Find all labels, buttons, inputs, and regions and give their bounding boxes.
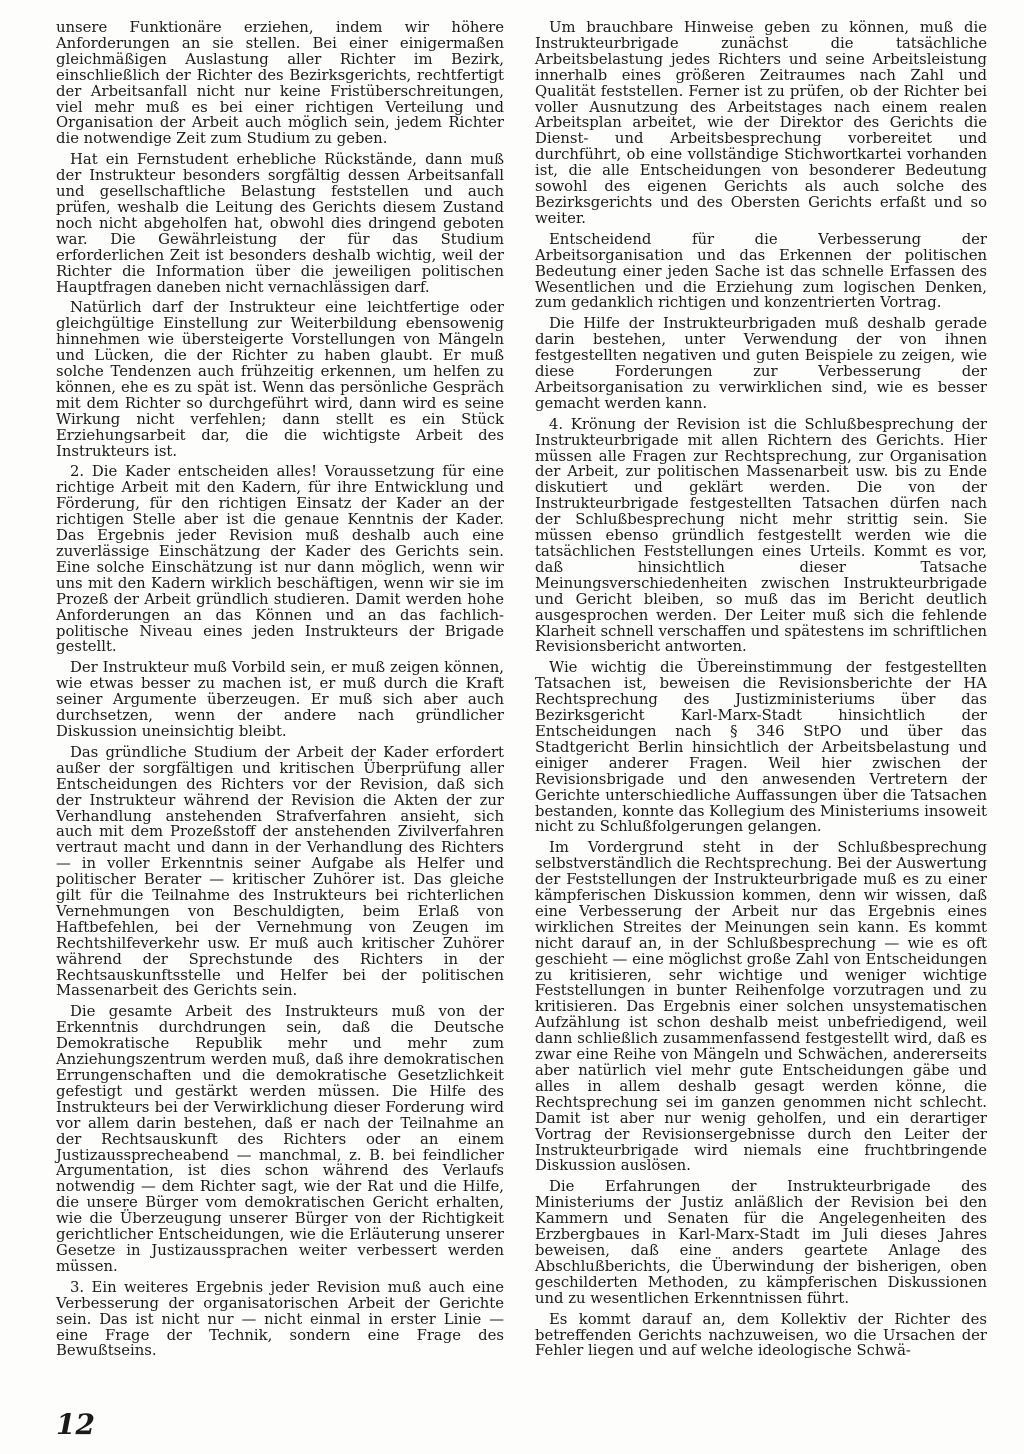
paragraph: Das gründliche Studium der Arbeit der Kader erfordert außer der sorgfältigen und kritischen Überprüfung aller Entscheidungen des Richters vor der Revision, daß sich der Instrukteur während der Revision die Akten der zur Verhandlung anstehenden Strafverfahren ansieht, sich auch mit dem Prozeßstoff der anstehenden Zivilverfahren vertraut macht und dann in der Verhandlung des Richters — in voller Erkenntnis seiner Aufgabe als Helfer und politischer Berater — kritischer Zuhörer ist. Das gleiche gilt für die Teilnahme des Instrukteurs bei richterlichen Vernehmungen von Beschuldigten, beim Erlaß von Haftbefehlen, bei der Vernehmung von Zeugen im Rechtshilfeverkehr usw. Er muß auch kritischer Zuhörer während der Sprechstunde des Richters in der Rechtsauskunftsstelle und Helfer bei der politischen Massenarbeit des Gerichts sein. [56, 743, 504, 1000]
paragraph: Wie wichtig die Übereinstimmung der festgestellten Tatsachen ist, beweisen die Revisionsberichte der HA Rechtsprechung des Justizministeriums über das Bezirksgericht Karl-Marx-Stadt hinsichtlich der Entscheidungen nach § 346 StPO und über das Stadtgericht Berlin hinsichtlich der Arbeitsbelastung und einiger anderer Fragen. Weil hier zwischen der Revisionsbrigade und den anwesenden Vertretern der Gerichte unterschiedliche Auffassungen über die Tatsachen bestanden, konnte das Kollegium des Ministeriums insoweit nicht zu Schlußfolgerungen gelangen. [535, 659, 987, 836]
paragraph: 4. Krönung der Revision ist die Schlußbesprechung der Instrukteurbrigade mit allen Richtern des Gerichts. Hier müssen alle Fragen zur Rechtsprechung, zur Organisation der Arbeit, zur politischen Massenarbeit usw. bis zu Ende diskutiert und geklärt werden. Die von der Instrukteurbrigade festgestellten Tatsachen dürfen nach der Schlußbesprechung nicht mehr strittig sein. Sie müssen ebenso gründlich festgestellt werden wie die tatsächlichen Feststellungen eines Urteils. Kommt es vor, daß hinsichtlich dieser Tatsache Meinungsverschiedenheiten zwischen Instrukteurbrigade und Gericht bleiben, so muß das im Bericht deutlich ausgesprochen werden. Der Leiter muß sich die fehlende Klarheit schnell verschaffen und spätestens im schriftlichen Revisionsbericht antworten. [535, 415, 987, 656]
paragraph: Es kommt darauf an, dem Kollektiv der Richter des betreffenden Gerichts nachzuweisen, wo die Ursachen der Fehler liegen und auf welche ideologische Schwä- [535, 1310, 987, 1360]
paragraph: 3. Ein weiteres Ergebnis jeder Revision muß auch eine Verbesserung der organisatorischen Arbeit der Gerichte sein. Das ist nicht nur — nicht einmal in erster Linie — eine Frage der Technik, sondern eine Frage des Bewußtseins. [56, 1278, 504, 1360]
paragraph: Die Erfahrungen der Instrukteurbrigade des Ministeriums der Justiz anläßlich der Revision bei den Kammern und Senaten für die Angelegenheiten des Erzbergbaues in Karl-Marx-Stadt im Juli dieses Jahres beweisen, daß eine anders geartete Anlage des Abschlußberichts, die Überwindung der bisherigen, oben geschilderten Methoden, zu kämpferischen Diskussionen und zu wesentlichen Erkenntnissen führt. [535, 1178, 987, 1307]
paragraph: Um brauchbare Hinweise geben zu können, muß die Instrukteurbrigade zunächst die tatsächliche Arbeitsbelastung jedes Richters und seine Arbeitsleistung innerhalb eines größeren Zeitraumes nach Zahl und Qualität feststellen. Ferner ist zu prüfen, ob der Richter bei voller Ausnutzung des Arbeitstages nach einem realen Arbeitsplan arbeitet, wie der Direktor des Gerichts die Dienst- und Arbeitsbesprechung vorbereitet und durchführt, ob eine vollständige Stichwortkartei vorhanden ist, die alle Entscheidungen von besonderer Bedeutung sowohl des eigenen Gerichts als auch solche des Bezirksgerichts und des Obersten Gerichts erfaßt und so weiter. [535, 19, 987, 227]
paragraph: unsere Funktionäre erziehen, indem wir höhere Anforderungen an sie stellen. Bei einer einigermaßen gleichmäßigen Auslastung aller Richter im Bezirk, einschließlich der Richter des Bezirksgerichts, rechtfertigt der Arbeitsanfall nicht nur keine Fristüberschreitungen, viel mehr muß es bei einer richtigen Verteilung und Organisation der Arbeit auch möglich sein, jedem Richter die notwendige Zeit zum Studium zu geben. [56, 19, 504, 148]
paragraph: Die gesamte Arbeit des Instrukteurs muß von der Erkenntnis durchdrungen sein, daß die Deutsche Demokratische Republik mehr und mehr zum Anziehungszentrum werden muß, daß ihre demokratischen Errungenschaften und die demokratische Gesetzlichkeit gefestigt und gestärkt werden müssen. Die Hilfe des Instrukteurs bei der Verwirklichung dieser Forderung wird vor allem darin bestehen, daß er nach der Teilnahme an der Rechtsauskunft des Richters oder an einem Justizaussprecheabend — manchmal, z. B. bei feindlicher Argumentation, ist dies schon während des Verlaufs notwendig — dem Richter sagt, wie der Rat und die Hilfe, die unsere Bürger vom demokratischen Gericht erhalten, wie die Überzeugung unserer Bürger von der Richtigkeit gerichtlicher Entscheidungen, wie die Erläuterung unserer Gesetze in Justizaussprachen weiter verbessert werden müssen. [56, 1003, 504, 1275]
paragraph: Natürlich darf der Instrukteur eine leichtfertige oder gleichgültige Einstellung zur Weiterbildung ebensowenig hinnehmen wie übersteigerte Vorstellungen von Mängeln und Lücken, die der Richter zu haben glaubt. Er muß solche Tendenzen auch frühzeitig erkennen, um helfen zu können, ehe es zu spät ist. Wenn das persönliche Gespräch mit dem Richter so durchgeführt wird, dann wird es seine Wirkung nicht verfehlen; dann stellt es ein Stück Erziehungsarbeit dar, die die wichtigste Arbeit des Instrukteurs ist. [56, 299, 504, 460]
paragraph: Hat ein Fernstudent erhebliche Rückstände, dann muß der Instrukteur besonders sorgfältig dessen Arbeitsanfall und gesellschaftliche Belastung feststellen und auch prüfen, weshalb die Leitung des Gerichts diesem Zustand noch nicht abgeholfen hat, obwohl dies dringend geboten war. Die Gewährleistung der für das Studium erforderlichen Zeit ist besonders deshalb wichtig, weil der Richter die Information über die jeweiligen politischen Hauptfragen daneben nicht vernachlässigen darf. [56, 151, 504, 296]
paragraph: 2. Die Kader entscheiden alles! Voraussetzung für eine richtige Arbeit mit den Kadern, für ihre Entwicklung und Förderung, für den richtigen Einsatz der Kader an der richtigen Stelle aber ist die genaue Kenntnis der Kader. Das Ergebnis jeder Revision muß deshalb auch eine zuverlässige Einschätzung der Kader des Gerichts sein. Eine solche Einschätzung ist nur dann möglich, wenn wir uns mit den Kadern wirklich beschäftigen, wenn wir sie im Prozeß der Arbeit gründlich studieren. Damit werden hohe Anforderungen an das Können und an das fachlich-politische Niveau eines jeden Instrukteurs der Brigade gestellt. [56, 463, 504, 656]
paragraph: Der Instrukteur muß Vorbild sein, er muß zeigen können, wie etwas besser zu machen ist, er muß durch die Kraft seiner Argumente überzeugen. Er muß sich aber auch durchsetzen, wenn der andere nach gründlicher Diskussion uneinsichtig bleibt. [56, 659, 504, 740]
paragraph: Die Hilfe der Instrukteurbrigaden muß deshalb gerade darin bestehen, unter Verwendung der von ihnen festgestellten negativen und guten Beispiele zu zeigen, wie diese Forderungen zur Verbesserung der Arbeitsorganisation zu verwirklichen sind, wie es besser gemacht werden kann. [535, 315, 987, 412]
right-column [535, 20, 987, 1364]
page-number: 12 [56, 1408, 95, 1441]
paragraph: Im Vordergrund steht in der Schlußbesprechung selbstverständlich die Rechtsprechung. Bei der Auswertung der Feststellungen der Instrukteurbrigade muß es zu einer kämpferischen Diskussion kommen, denn wir wissen, daß eine Verbesserung der Arbeit nur das Ergebnis eines wirklichen Streites der Meinungen sein kann. Es kommt nicht darauf an, in der Schlußbesprechung — wie es oft geschieht — eine möglichst große Zahl von Entscheidungen zu kritisieren, sehr wichtige und weniger wichtige Feststellungen in bunter Reihenfolge vorzutragen und zu kritisieren. Das Ergebnis einer solchen unsystematischen Aufzählung ist schon deshalb meist unbefriedigend, weil dann schließlich zusammenfassend festgestellt wird, daß es zwar eine Reihe von Mängeln und Schwächen, andererseits aber natürlich viel mehr gute Entscheidungen gäbe und alles in allem deshalb gesagt werden könne, die Rechtsprechung sei im ganzen genommen nicht schlecht. Damit ist aber nur wenig geholfen, und ein derartiger Vortrag der Revisionsergebnisse durch den Leiter der Instrukteurbrigade wird niemals eine fruchtbringende Diskussion auslösen. [535, 839, 987, 1175]
left-column [56, 20, 504, 1364]
paragraph: Entscheidend für die Verbesserung der Arbeitsorganisation und das Erkennen der politischen Bedeutung einer jeden Sache ist das schnelle Erfassen des Wesentlichen und die Erziehung zum logischen Denken, zum gedanklich richtigen und konzentrierten Vortrag. [535, 230, 987, 312]
